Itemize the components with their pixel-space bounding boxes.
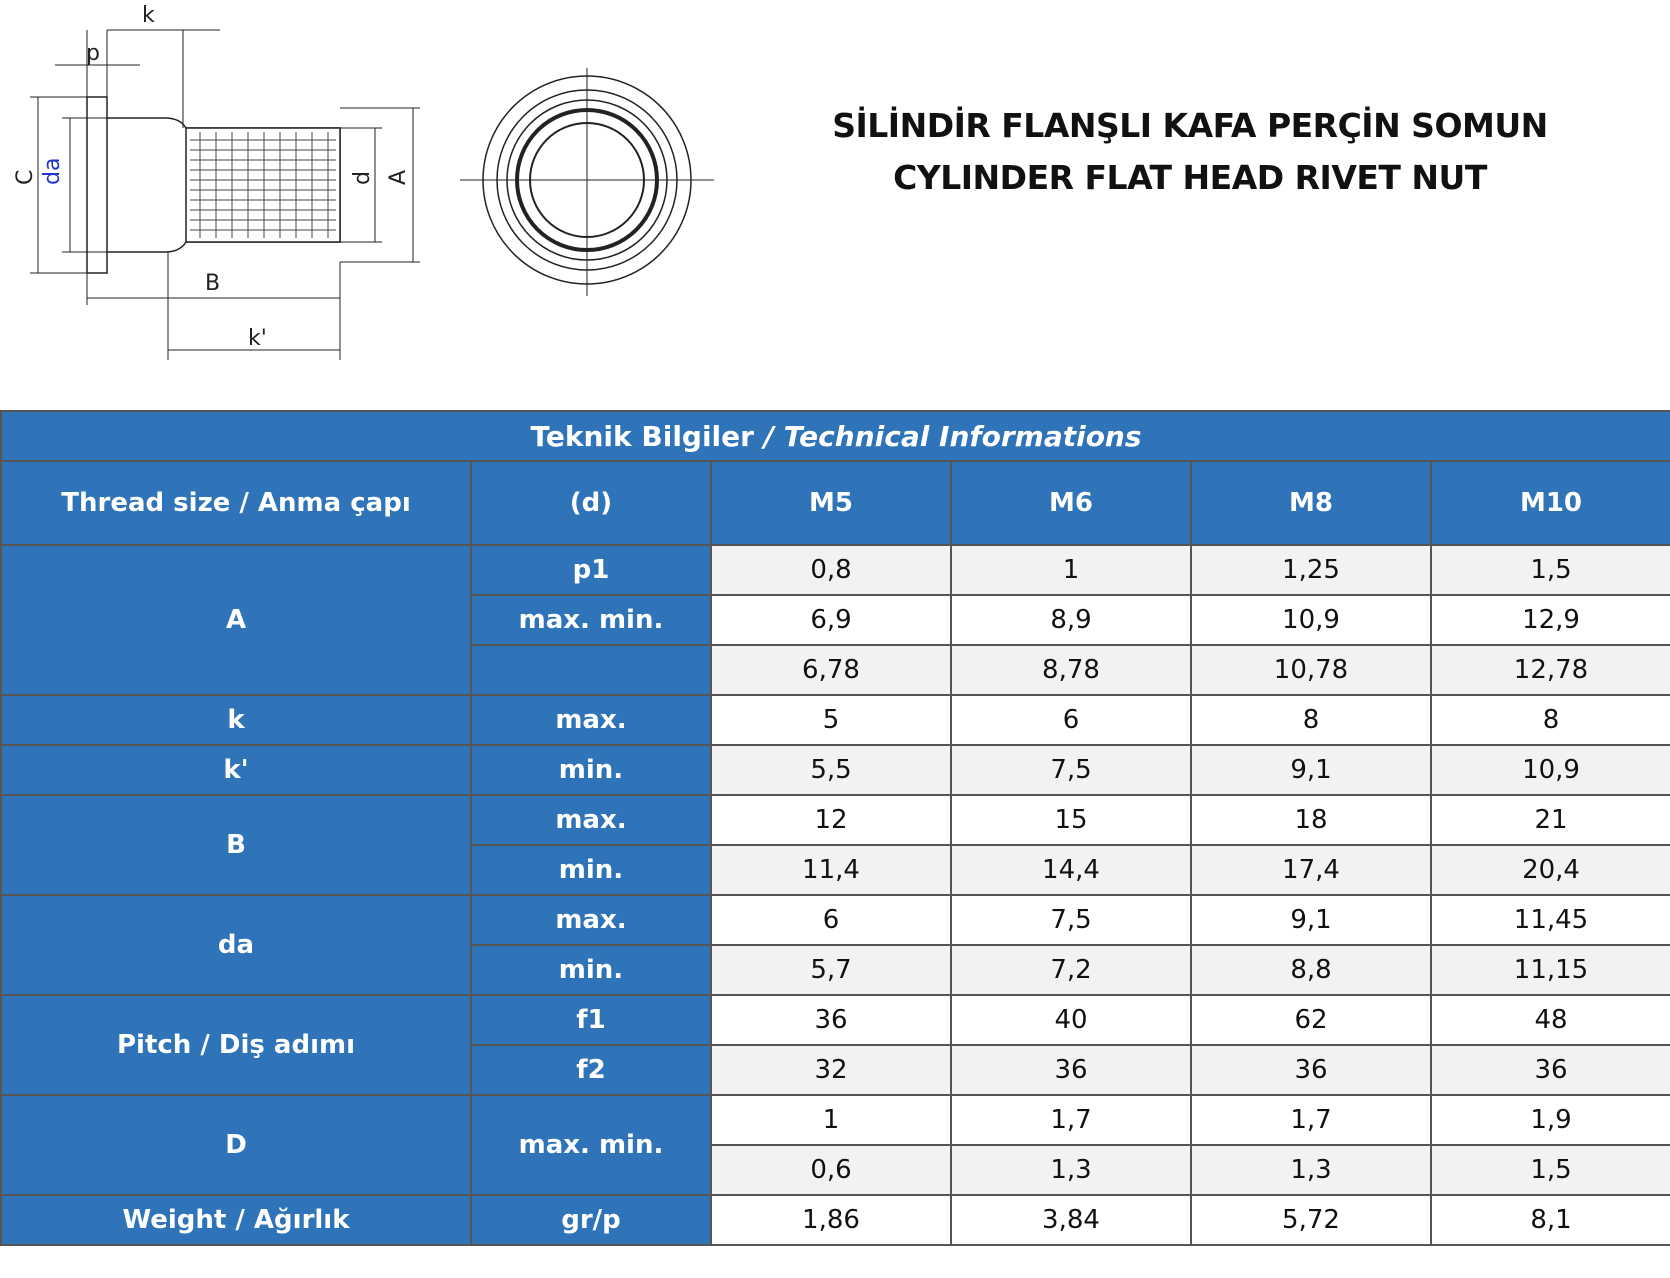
value-cell: 0,6 [711, 1145, 951, 1195]
value-cell: 1,7 [951, 1095, 1191, 1145]
table-header-row [1, 461, 1670, 545]
value-cell: 40 [951, 995, 1191, 1045]
technical-table [0, 410, 1670, 1246]
sub-label: min. [471, 845, 711, 895]
table-row [1, 895, 1670, 945]
value-cell: 5,5 [711, 745, 951, 795]
value-cell: 6 [951, 695, 1191, 745]
table-row [1, 745, 1670, 795]
value-cell: 0,8 [711, 545, 951, 595]
value-cell: 9,1 [1191, 895, 1431, 945]
group-label: A [1, 545, 471, 695]
product-title [780, 100, 1600, 204]
value-cell: 8,78 [951, 645, 1191, 695]
sub-label: p1 [471, 545, 711, 595]
value-cell: 14,4 [951, 845, 1191, 895]
group-label: B [1, 795, 471, 895]
value-cell: 32 [711, 1045, 951, 1095]
value-cell: 36 [1431, 1045, 1670, 1095]
header-size: M6 [951, 461, 1191, 545]
header-sub: (d) [471, 461, 711, 545]
label-c: C [13, 169, 38, 185]
sub-label: min. [471, 745, 711, 795]
value-cell: 62 [1191, 995, 1431, 1045]
group-label: D [1, 1095, 471, 1195]
group-label: k [1, 695, 471, 745]
caption-tr: Teknik Bilgiler [530, 419, 754, 453]
sub-label: f2 [471, 1045, 711, 1095]
value-cell: 8 [1431, 695, 1670, 745]
value-cell: 1,86 [711, 1195, 951, 1245]
label-kprime: k' [248, 326, 267, 351]
value-cell: 5 [711, 695, 951, 745]
table-row [1, 545, 1670, 595]
value-cell: 36 [951, 1045, 1191, 1095]
group-label: Pitch / Diş adımı [1, 995, 471, 1095]
value-cell: 18 [1191, 795, 1431, 845]
value-cell: 1,5 [1431, 1145, 1670, 1195]
value-cell: 1,3 [1191, 1145, 1431, 1195]
value-cell: 9,1 [1191, 745, 1431, 795]
value-cell: 36 [711, 995, 951, 1045]
value-cell: 1,3 [951, 1145, 1191, 1195]
value-cell: 12,78 [1431, 645, 1670, 695]
value-cell: 48 [1431, 995, 1670, 1045]
sub-label: gr/p [471, 1195, 711, 1245]
value-cell: 20,4 [1431, 845, 1670, 895]
table-row [1, 1195, 1670, 1245]
value-cell: 1,25 [1191, 545, 1431, 595]
value-cell: 7,5 [951, 895, 1191, 945]
value-cell: 15 [951, 795, 1191, 845]
value-cell: 1 [951, 545, 1191, 595]
table-row [1, 695, 1670, 745]
label-a: A [386, 169, 411, 185]
group-label: Weight / Ağırlık [1, 1195, 471, 1245]
value-cell: 3,84 [951, 1195, 1191, 1245]
value-cell: 10,9 [1431, 745, 1670, 795]
value-cell: 10,78 [1191, 645, 1431, 695]
value-cell: 6,9 [711, 595, 951, 645]
sub-label: max. min. [471, 1095, 711, 1195]
value-cell: 6 [711, 895, 951, 945]
value-cell: 11,4 [711, 845, 951, 895]
value-cell: 8 [1191, 695, 1431, 745]
group-label: k' [1, 745, 471, 795]
title-en: CYLINDER FLAT HEAD RIVET NUT [893, 158, 1487, 197]
value-cell: 8,8 [1191, 945, 1431, 995]
value-cell: 11,45 [1431, 895, 1670, 945]
value-cell: 1,9 [1431, 1095, 1670, 1145]
value-cell: 17,4 [1191, 845, 1431, 895]
sub-label: max. [471, 695, 711, 745]
header-size: M5 [711, 461, 951, 545]
label-p: p [86, 41, 100, 66]
table-row [1, 1095, 1670, 1145]
value-cell: 1 [711, 1095, 951, 1145]
caption-en: / Technical Informations [763, 419, 1142, 453]
technical-drawing [0, 0, 760, 400]
table-row [1, 995, 1670, 1045]
table-caption [1, 411, 1670, 461]
value-cell: 8,1 [1431, 1195, 1670, 1245]
value-cell: 10,9 [1191, 595, 1431, 645]
value-cell: 5,72 [1191, 1195, 1431, 1245]
header-size: M10 [1431, 461, 1670, 545]
label-k: k [142, 3, 155, 28]
table-caption-row [1, 411, 1670, 461]
label-da: da [40, 157, 65, 185]
value-cell: 12,9 [1431, 595, 1670, 645]
title-tr: SİLİNDİR FLANŞLI KAFA PERÇİN SOMUN [832, 106, 1548, 145]
sub-label: f1 [471, 995, 711, 1045]
value-cell: 5,7 [711, 945, 951, 995]
value-cell: 12 [711, 795, 951, 845]
value-cell: 36 [1191, 1045, 1431, 1095]
table-row [1, 795, 1670, 845]
value-cell: 8,9 [951, 595, 1191, 645]
value-cell: 21 [1431, 795, 1670, 845]
value-cell: 1,7 [1191, 1095, 1431, 1145]
sub-label: max. min. [471, 595, 711, 645]
label-d: d [350, 171, 375, 185]
header-size: M8 [1191, 461, 1431, 545]
value-cell: 6,78 [711, 645, 951, 695]
header-label: Thread size / Anma çapı [1, 461, 471, 545]
label-b: B [205, 271, 221, 296]
sub-label [471, 645, 711, 695]
side-view [30, 30, 420, 360]
sub-label: min. [471, 945, 711, 995]
group-label: da [1, 895, 471, 995]
value-cell: 1,5 [1431, 545, 1670, 595]
value-cell: 11,15 [1431, 945, 1670, 995]
sub-label: max. [471, 895, 711, 945]
value-cell: 7,5 [951, 745, 1191, 795]
front-view [460, 68, 714, 296]
value-cell: 7,2 [951, 945, 1191, 995]
sub-label: max. [471, 795, 711, 845]
